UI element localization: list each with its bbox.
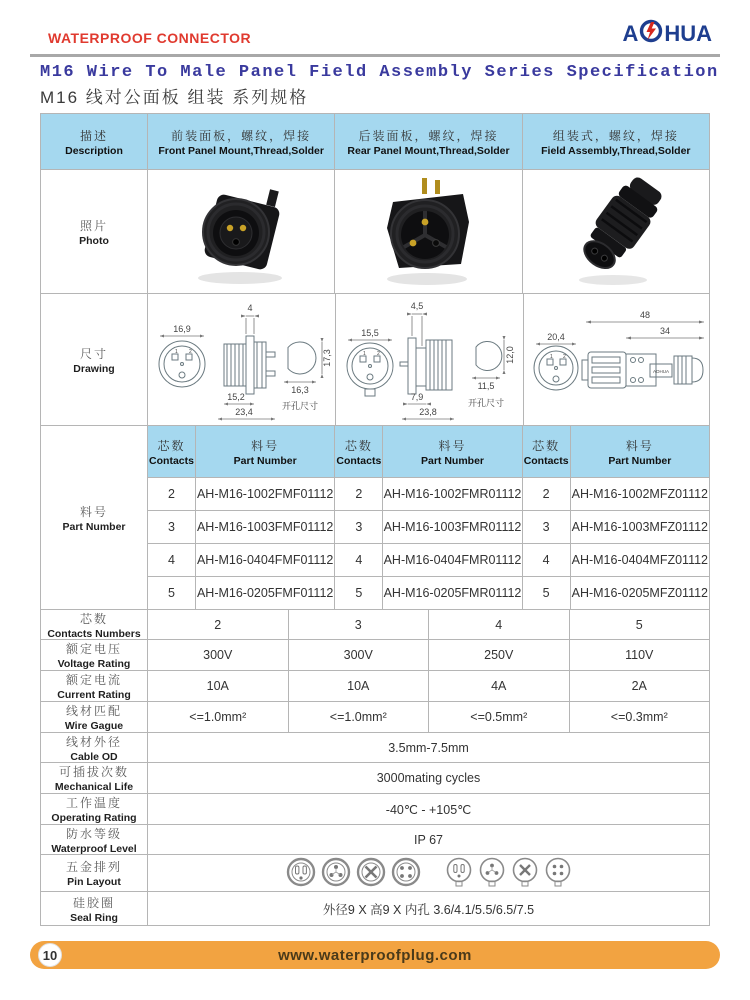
- spec-value: 300V: [289, 640, 430, 670]
- pin-layout-4pin-icon: [391, 857, 421, 889]
- svg-text:4,5: 4,5: [410, 301, 424, 311]
- part-number-value: AH-M16-0404FMR01112: [383, 553, 522, 567]
- svg-text:34: 34: [659, 326, 671, 336]
- spec-value: 2A: [631, 679, 647, 693]
- svg-text:2: 2: [189, 349, 192, 355]
- spec-row-seal-ring: [41, 892, 709, 925]
- logo-bolt-icon: [639, 18, 663, 50]
- spec-row-cable-od: [41, 733, 709, 763]
- part-number-value: AH-M16-1002FMR01112: [383, 487, 522, 501]
- header-divider: [30, 54, 720, 57]
- svg-text:2: 2: [377, 351, 380, 357]
- part-number-value: AH-M16-1002FMF01112: [196, 487, 334, 501]
- brand-text: WATERPROOF CONNECTOR: [48, 30, 252, 46]
- svg-text:15,5: 15,5: [361, 328, 379, 338]
- contacts-value: 5: [335, 577, 383, 609]
- subheader-contacts-2: 芯数 Contacts: [335, 426, 383, 477]
- photo-label-cn: 照片: [79, 218, 108, 233]
- spec-label-en: Voltage Rating: [57, 658, 131, 670]
- spec-value: <=0.3mm²: [610, 710, 668, 724]
- pin-layout-icons: [286, 857, 572, 889]
- svg-text:1: 1: [363, 351, 366, 357]
- company-logo: [622, 18, 712, 50]
- photo-front-panel: [148, 170, 335, 293]
- svg-text:开孔尺寸: 开孔尺寸: [281, 401, 319, 411]
- pin-layout-label-cn: 五金排列: [65, 860, 122, 874]
- website-link[interactable]: www.waterproofplug.com: [278, 946, 472, 964]
- part-number-value: AH-M16-1003FMR01112: [383, 520, 522, 534]
- drawing-label-en: Drawing: [73, 362, 115, 375]
- part-number-subheader: [148, 426, 709, 478]
- svg-text:开孔尺寸: 开孔尺寸: [467, 398, 505, 408]
- description-label-cn: 描述: [79, 128, 108, 143]
- seal-ring-label-cn: 硅胶圈: [72, 895, 115, 910]
- svg-text:1: 1: [550, 354, 553, 360]
- spec-label-en: Current Rating: [57, 689, 131, 701]
- spec-label-cn: 防水等级: [65, 826, 122, 841]
- subheader-contacts-1: 芯数 Contacts: [148, 426, 196, 477]
- contacts-value: 4: [523, 544, 571, 576]
- part-number-grid: [148, 426, 709, 609]
- contacts-value: 4: [335, 544, 383, 576]
- svg-text:7,9: 7,9: [410, 392, 424, 402]
- col-rear-cn: 后装面板，螺纹，焊接: [358, 128, 499, 143]
- contacts-value: 2: [148, 478, 196, 510]
- svg-text:23,4: 23,4: [235, 407, 253, 417]
- svg-text:4: 4: [247, 303, 253, 313]
- spec-value: -40℃ - +105℃: [385, 802, 472, 817]
- part-number-value: AH-M16-1003FMF01112: [196, 520, 334, 534]
- svg-text:2: 2: [563, 354, 566, 360]
- contacts-value: 3: [148, 511, 196, 543]
- drawing-label-cn: 尺寸: [79, 346, 108, 361]
- spec-value: <=0.5mm²: [429, 702, 570, 732]
- header-col-rear-panel: [335, 114, 522, 169]
- svg-text:48: 48: [639, 310, 651, 320]
- contacts-value: 5: [523, 577, 571, 609]
- part-number-label-cn: 料号: [79, 504, 108, 519]
- svg-text:15,2: 15,2: [227, 392, 245, 402]
- table-row: [148, 544, 709, 577]
- svg-text:12,0: 12,0: [505, 346, 515, 364]
- spec-value: 2: [148, 610, 289, 639]
- pin-layout-4pin-x-icon: [356, 857, 386, 889]
- part-number-label: [41, 426, 148, 609]
- pin-layout-2pin-tab-icon: [445, 857, 473, 889]
- page-title-en: M16 Wire To Male Panel Field Assembly Series Specification: [40, 63, 719, 82]
- spec-value: 5: [635, 617, 643, 632]
- spec-value: 4A: [429, 671, 570, 701]
- part-number-value: AH-M16-1003MFZ01112: [571, 520, 709, 534]
- page-title-cn: M16 线对公面板 组装 系列规格: [40, 88, 309, 107]
- seal-ring-value: 外径9 X 高9 X 内孔 3.6/4.1/5.5/6.5/7.5: [322, 902, 535, 917]
- svg-text:11,5: 11,5: [477, 381, 495, 391]
- subheader-contacts-3: 芯数 Contacts: [523, 426, 571, 477]
- spec-row-voltage-rating: [41, 640, 709, 671]
- photo-label-en: Photo: [79, 234, 109, 247]
- drawing-row: [41, 294, 709, 426]
- part-number-value: AH-M16-0205FMF01112: [196, 586, 334, 600]
- col-front-en: Front Panel Mount,Thread,Solder: [158, 144, 324, 157]
- part-number-block: [41, 426, 709, 610]
- spec-label-en: Cable OD: [70, 750, 118, 763]
- contacts-value: 4: [148, 544, 196, 576]
- spec-row-contacts-numbers: [41, 610, 709, 640]
- svg-text:1: 1: [175, 349, 178, 355]
- pin-layout-3pin-tab-icon: [478, 857, 506, 889]
- part-number-value: AH-M16-0404MFZ01112: [571, 553, 709, 567]
- photo-row: [41, 170, 709, 294]
- spec-value: 3000mating cycles: [376, 771, 481, 785]
- spec-value: 110V: [625, 648, 654, 662]
- table-header-row: [41, 114, 709, 170]
- header-col-field-assembly: [523, 114, 709, 169]
- spec-label-en: Contacts Numbers: [47, 627, 141, 640]
- drawing-front-panel: [148, 294, 336, 425]
- part-number-label-en: Part Number: [62, 520, 126, 533]
- spec-label-cn: 芯数: [79, 611, 108, 626]
- part-number-rows: [148, 478, 709, 609]
- contacts-value: 5: [148, 577, 196, 609]
- spec-value: <=1.0mm²: [289, 702, 430, 732]
- logo-text-suffix: HUA: [664, 21, 712, 46]
- spec-value: 300V: [148, 640, 289, 670]
- spec-value: 10A: [148, 671, 289, 701]
- table-row: [148, 478, 709, 511]
- spec-label-cn: 额定电压: [65, 642, 122, 656]
- contacts-value: 2: [523, 478, 571, 510]
- subheader-pn-3: 料号 Part Number: [608, 438, 672, 467]
- spec-label-en: Mechanical Life: [54, 781, 134, 793]
- description-label-en: Description: [65, 144, 123, 157]
- pin-layout-4pin-tab-icon: [544, 857, 572, 889]
- pin-layout-label-en: Pin Layout: [67, 876, 121, 888]
- subheader-pn-2: 料号 Part Number: [420, 438, 484, 467]
- part-number-value: AH-M16-1002MFZ01112: [571, 487, 709, 501]
- spec-value: 3.5mm-7.5mm: [388, 740, 469, 755]
- table-row: [148, 511, 709, 544]
- page-number-badge: 10: [38, 943, 62, 967]
- col-rear-en: Rear Panel Mount,Thread,Solder: [347, 144, 510, 157]
- pin-layout-3pin-icon: [321, 857, 351, 889]
- logo-text-prefix: A: [622, 21, 639, 46]
- spec-label-cn: 线材外径: [65, 734, 122, 749]
- spec-value: 10A: [289, 671, 430, 701]
- drawing-label: [41, 294, 148, 425]
- spec-row-pin-layout: [41, 855, 709, 892]
- spec-value: 3: [289, 610, 430, 639]
- svg-text:AOHUA: AOHUA: [652, 369, 670, 374]
- spec-table: [40, 113, 710, 926]
- col-field-cn: 组装式，螺纹，焊接: [552, 128, 679, 143]
- part-number-value: AH-M16-0205MFZ01112: [571, 586, 709, 600]
- spec-label-en: Operating Rating: [51, 812, 137, 824]
- spec-row-waterproof-level: [41, 825, 709, 855]
- spec-row-wire-gauge: [41, 702, 709, 733]
- contacts-value: 2: [335, 478, 383, 510]
- spec-label-cn: 可插拔次数: [58, 765, 129, 779]
- spec-value: <=1.0mm²: [148, 702, 289, 732]
- header-description: [41, 114, 148, 169]
- subheader-pn-1: 料号 Part Number: [233, 438, 297, 467]
- svg-text:17,3: 17,3: [322, 349, 332, 367]
- col-field-en: Field Assembly,Thread,Solder: [541, 144, 691, 157]
- footer-bar: [30, 941, 720, 969]
- part-number-value: AH-M16-0404FMF01112: [196, 553, 334, 567]
- spec-row-operating-rating: [41, 794, 709, 825]
- spec-label-cn: 额定电流: [65, 673, 122, 687]
- spec-label-en: Waterproof Level: [51, 842, 137, 855]
- spec-value: IP 67: [414, 832, 443, 847]
- drawing-field-assembly: [524, 294, 711, 425]
- seal-ring-label-en: Seal Ring: [70, 911, 118, 924]
- spec-value: 250V: [429, 640, 570, 670]
- drawing-rear-panel: [336, 294, 524, 425]
- part-number-value: AH-M16-0205FMR01112: [383, 586, 522, 600]
- photo-label: [41, 170, 148, 293]
- spec-value: 4: [429, 610, 570, 639]
- contacts-value: 3: [335, 511, 383, 543]
- page-header: [0, 0, 750, 108]
- contacts-value: 3: [523, 511, 571, 543]
- svg-text:16,9: 16,9: [173, 324, 191, 334]
- pin-layout-4pin-x-tab-icon: [511, 857, 539, 889]
- photo-field-assembly: [523, 170, 709, 293]
- spec-label-en: Wire Gague: [64, 720, 124, 732]
- spec-label-cn: 线材匹配: [65, 704, 122, 718]
- photo-rear-panel: [335, 170, 522, 293]
- table-row: [148, 577, 709, 609]
- spec-label-cn: 工作温度: [65, 796, 122, 810]
- svg-text:16,3: 16,3: [291, 385, 309, 395]
- svg-text:20,4: 20,4: [547, 332, 565, 342]
- pin-layout-2pin-icon: [286, 857, 316, 889]
- spec-row-mechanical-life: [41, 763, 709, 794]
- header-col-front-panel: [148, 114, 335, 169]
- svg-text:23,8: 23,8: [419, 407, 437, 417]
- col-front-cn: 前装面板，螺纹，焊接: [171, 128, 312, 143]
- spec-row-current-rating: [41, 671, 709, 702]
